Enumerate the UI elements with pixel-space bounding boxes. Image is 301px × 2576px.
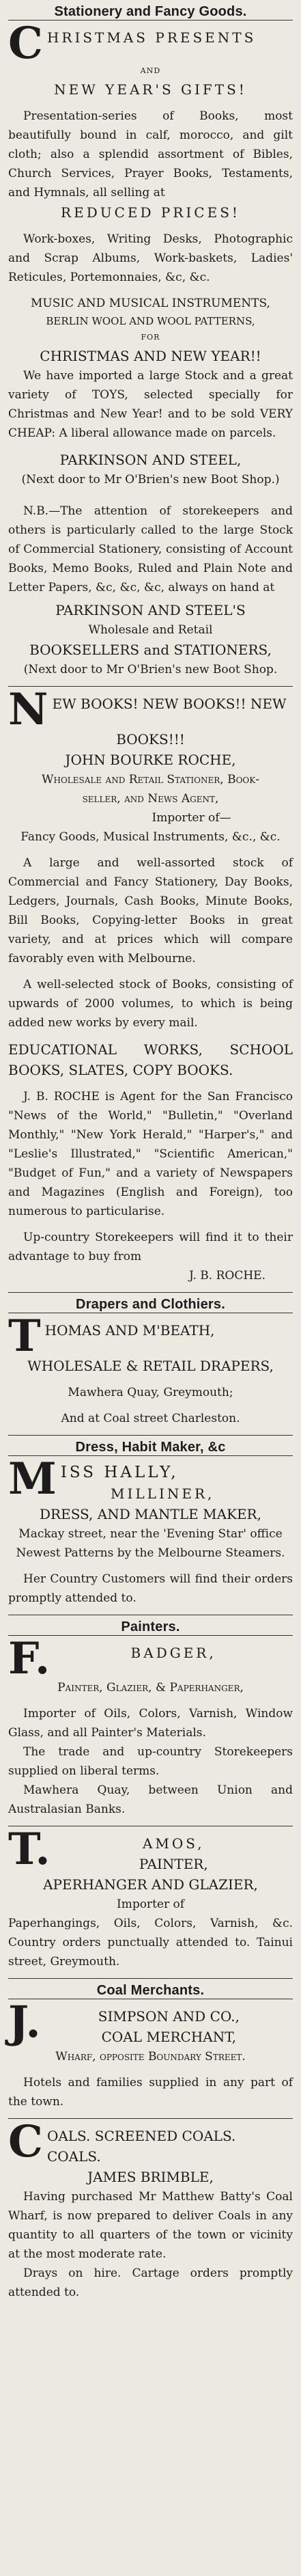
proprietor-name: JOHN BOURKE ROCHE, (65, 752, 236, 768)
address-line: Mawhera Quay, Greymouth; (68, 1386, 233, 1399)
section-header-drapers: Drapers and Clothiers. (76, 1297, 225, 1312)
trade-line: seller, and News Agent, (82, 792, 219, 806)
trade-line: WHOLESALE & RETAIL DRAPERS, (27, 1358, 274, 1374)
firm-address: (Next door to Mr O'Brien's new Boot Shop. (23, 663, 278, 676)
drop-cap: F. (8, 1633, 51, 1684)
divider (8, 686, 293, 687)
firm-subtitle: Wholesale and Retail (88, 623, 213, 637)
address-line: Mackay street, near the 'Evening Star' office (18, 1527, 283, 1541)
trade-line: PAINTER, (139, 1856, 208, 1872)
ad-subtitle: BOOKS!!! (116, 731, 185, 748)
music-line: MUSIC AND MUSICAL INSTRUMENTS, (31, 297, 270, 310)
and-word: AND (140, 66, 161, 75)
divider (8, 2118, 293, 2119)
trade-line: DRESS, AND MANTLE MAKER, (40, 1506, 261, 1522)
paragraph: Her Country Customers will find their orders promptly attended to. (8, 1572, 293, 1605)
signature: J. B. ROCHE. (189, 1269, 266, 1283)
paragraph: Presentation-series of Books, most beautifully bound in calf, morocco, and gilt cloth; also a splendid assortment of Bibles, Church Services, Prayer Books, Testaments, and Hymnals, all selling at (8, 109, 293, 200)
drop-cap: J. (8, 1997, 41, 2048)
paragraph: Having purchased Mr Matthew Batty's Coal Wharf, is now prepared to deliver Coals in any quantity to all quarters of the town or vicinity at the most moderate rate. (8, 2190, 293, 2261)
christmas-line: CHRISTMAS AND NEW YEAR!! (40, 348, 261, 364)
firm-address: (Next door to Mr O'Brien's new Boot Shop.) (21, 473, 280, 487)
drop-cap: T. (8, 1824, 51, 1875)
ad-title: OALS. SCREENED COALS. COALS. (46, 2128, 236, 2165)
berlin-line: BERLIN WOOL AND WOOL PATTERNS, (46, 315, 255, 327)
paragraph: Drays on hire. Cartage orders promptly attended to. (8, 2266, 293, 2299)
drop-cap: C (8, 18, 43, 69)
ad-title: AMOS, (142, 1835, 205, 1852)
goods-line: Fancy Goods, Musical Instruments, &c., &c. (20, 830, 281, 844)
reduced-prices: REDUCED PRICES! (61, 204, 240, 221)
educational-line: EDUCATIONAL WORKS, SCHOOL BOOKS, SLATES, COPY BOOKS. (8, 1041, 293, 1078)
divider (8, 1635, 293, 1636)
paragraph: The trade and up-country Storekeepers supplied on liberal terms. (8, 1745, 293, 1778)
ad-title: SIMPSON AND CO., (98, 2008, 240, 2025)
section-header-dress: Dress, Habit Maker, &c (75, 1440, 226, 1455)
section-header-painters: Painters. (121, 1619, 180, 1634)
paragraph: A well-selected stock of Books, consisting of upwards of 2000 volumes, to which is being added new works by every mail. (8, 978, 293, 1030)
trade-line: COAL MERCHANT, (101, 2029, 236, 2045)
ad-title: ISS HALLY, (60, 1464, 179, 1481)
drop-cap: N (8, 684, 48, 735)
importer-label: Importer of (116, 1897, 185, 1911)
firm-name: PARKINSON AND STEEL, (59, 452, 242, 468)
trade-line: APERHANGER AND GLAZIER, (43, 1876, 258, 1893)
for-word: FOR (141, 333, 160, 342)
paragraph: Hotels and families supplied in any part of the town. (8, 2076, 293, 2109)
importer-label: Importer of— (152, 811, 231, 825)
paragraph: Mawhera Quay, between Union and Australasian Banks. (8, 1783, 293, 1816)
ad-title: BADGER, (130, 1645, 216, 1661)
paragraph: Up-country Storekeepers will find it to their advantage to buy from (8, 1231, 293, 1263)
section-header-coal: Coal Merchants. (96, 1983, 205, 1998)
divider (8, 1292, 293, 1293)
ad-title: HRISTMAS PRESENTS (46, 29, 257, 46)
ad-title: HOMAS AND M'BEATH, (44, 1322, 215, 1339)
drop-cap: T (8, 1311, 41, 1362)
drop-cap: M (8, 1453, 57, 1505)
proprietor-name: JAMES BRIMBLE, (87, 2169, 214, 2185)
firm-name: PARKINSON AND STEEL'S (55, 602, 246, 618)
paragraph: A large and well-assorted stock of Commercial and Fancy Stationery, Day Books, Ledgers, Journals, Cash Books, Minute Books, Bill Books, Copying-letter Books in great variety, and at prices which will compare favorably even with Melbourne. (8, 856, 293, 965)
divider (8, 1435, 293, 1436)
paragraph: N.B.—The attention of storekeepers and others is particularly called to the large Stock of Commercial Stationery, consisting of Account Books, Memo Books, Ruled and Plain Note and Letter Papers, &c, &c, &c, always on hand at (8, 504, 293, 594)
paragraph: Work-boxes, Writing Desks, Photographic and Scrap Albums, Work-baskets, Ladies' Reticules, Portemonnaies, &c, &c. (8, 232, 293, 284)
trade-line: MILLINER, (111, 1485, 215, 1502)
paragraph: Paperhangings, Oils, Colors, Varnish, &c. Country orders punctually attended to. Tainui street, Greymouth. (8, 1917, 293, 1969)
drop-cap: C (8, 2116, 43, 2167)
address-line: And at Coal street Charleston. (61, 1412, 240, 1425)
trade-line: Painter, Glazier, & Paperhanger, (57, 1681, 244, 1695)
paragraph: We have imported a large Stock and a great variety of TOYS, selected specially for Christmas and New Year! and to be sold VERY CHEAP: A liberal allowance made on parcels. (8, 369, 293, 440)
divider (8, 1978, 293, 1979)
ad-title: EW BOOKS! NEW BOOKS!! NEW (52, 696, 287, 712)
ad-subtitle: NEW YEAR'S GIFTS! (54, 81, 247, 98)
notice-line: Newest Patterns by the Melbourne Steamers. (16, 1546, 285, 1560)
address-line: Wharf, opposite Boundary Street. (55, 2050, 246, 2064)
paragraph: J. B. ROCHE is Agent for the San Francisco "News of the World," "Bulletin," "Overland Monthly," "New York Herald," "Harper's," and "Leslie's Illustrated," "Scientific American," "Budget of Fun," and a variety of Newspapers and Magazines (English and Foreign), too numerous to particularise. (8, 1090, 293, 1218)
firm-trade: BOOKSELLERS and STATIONERS, (29, 642, 272, 658)
trade-line: Wholesale and Retail Stationer, Book- (42, 773, 259, 786)
paragraph: Importer of Oils, Colors, Varnish, Window Glass, and all Painter's Materials. (8, 1707, 293, 1740)
section-header-stationery: Stationery and Fancy Goods. (54, 4, 247, 19)
